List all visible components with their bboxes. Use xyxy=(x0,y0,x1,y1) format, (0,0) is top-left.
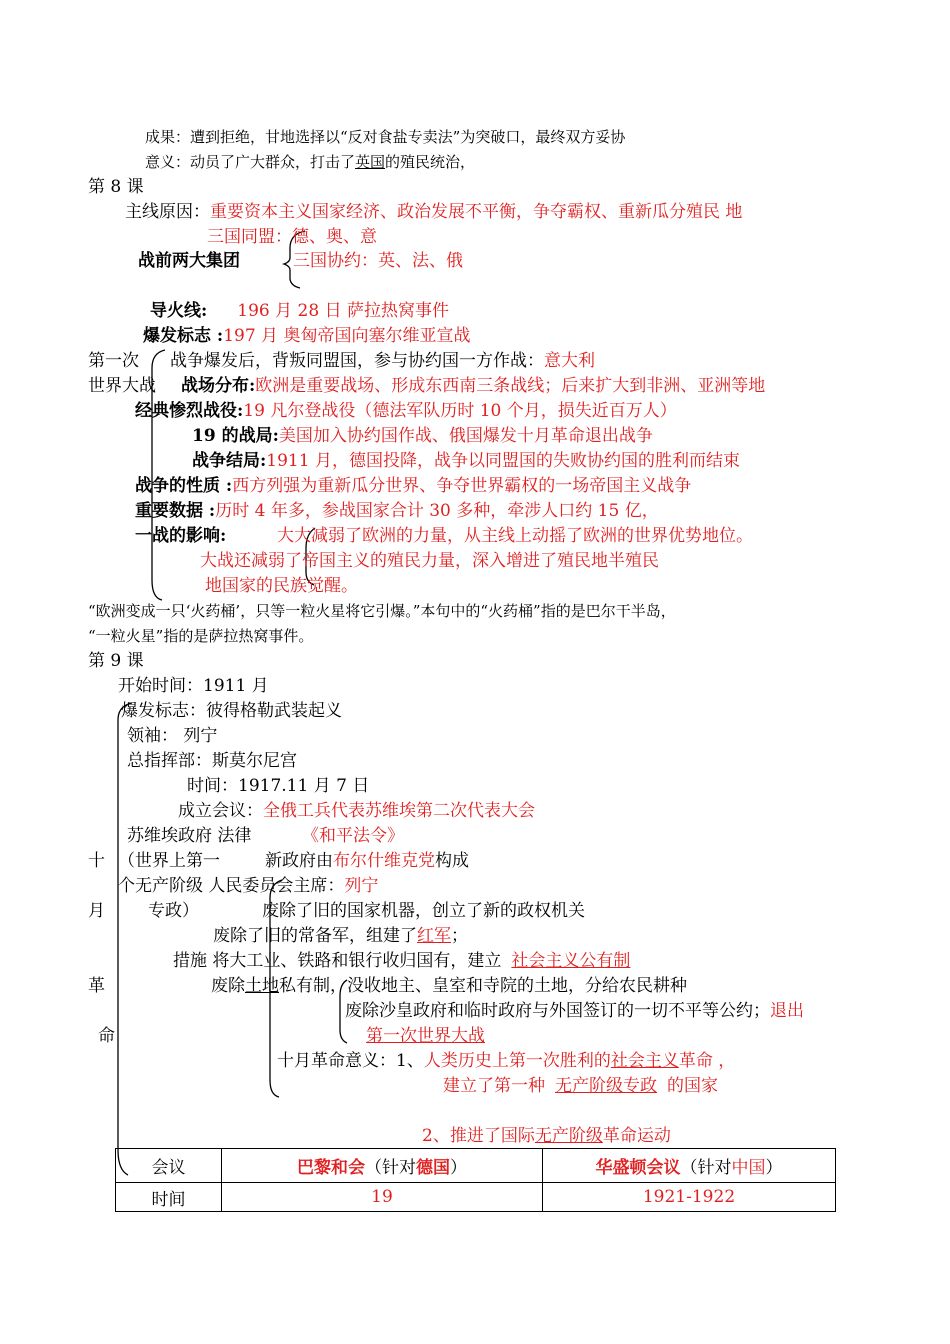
significance-3: 2、推进了国际无产阶级革命运动 xyxy=(422,1126,671,1146)
abolish-treaty: 废除沙皇政府和临时政府与外国签订的一切不平等公约；退出 xyxy=(345,1001,804,1021)
fuse-line: 导火线: 196 月 28 日 萨拉热窝事件 xyxy=(150,301,449,321)
impact-3: 地国家的民族觉醒。 xyxy=(205,576,358,596)
quote-line-1: “欧洲变成一只‘火药桶’，只等一粒火星将它引爆。”本句中的“火药桶”指的是巴尔干半岛， xyxy=(88,602,676,620)
headquarters: 总指挥部：斯莫尔尼宫 xyxy=(127,751,297,771)
data-line: 重要数据 :历时 4 年多，参战国家合计 30 多种，牵涉人口约 15 亿， xyxy=(135,501,659,521)
measures-line: 措施 将大工业、铁路和银行收归国有，建立 社会主义公有制 xyxy=(173,951,631,971)
proletariat-line: 个无产阶级 人民委员会主席：列宁 xyxy=(118,876,379,896)
outbreak-sign: 爆发标志：彼得格勒武装起义 xyxy=(121,701,342,721)
table-cell: 1921-1922 xyxy=(543,1183,836,1212)
triple-entente: 三国协约：英、法、俄 xyxy=(293,251,463,271)
outbreak-line: 爆发标志 :197 月 奥匈帝国向塞尔维亚宣战 xyxy=(143,326,471,346)
table-cell: 巴黎和会（针对德国） xyxy=(222,1149,543,1183)
defect-line: 战争爆发后，背叛同盟国，参与协约国一方作战：意大利 xyxy=(170,351,595,371)
cause-line: 主线原因：重要资本主义国家经济、政治发展不平衡，争夺霸权、重新瓜分殖民 地 xyxy=(125,202,743,222)
start-time: 开始时间：1911 月 xyxy=(118,676,269,696)
side-char-3: 革 xyxy=(88,976,105,996)
nature-line: 战争的性质 :西方列强为重新瓜分世界、争夺世界霸权的一场帝国主义战争 xyxy=(135,476,692,496)
triple-alliance: 三国同盟：德、奥、意 xyxy=(207,227,377,247)
table-row xyxy=(116,1149,836,1183)
uprising-time: 时间：1917.11 月 7 日 xyxy=(187,776,370,796)
dictatorship: 专政） xyxy=(148,901,199,921)
abolish-army: 废除了旧的常备军，组建了红军； xyxy=(213,926,468,946)
peace-decree: 《和平法令》 xyxy=(302,826,404,846)
groups-label: 战前两大集团 xyxy=(138,251,240,271)
ww1-label-a: 第一次 xyxy=(88,351,139,371)
first-world-war: 第一次世界大战 xyxy=(366,1026,485,1046)
battle-line: 经典惨烈战役:19 凡尔登战役（德法军队历时 10 个月，损失近百万人） xyxy=(135,401,677,421)
impact-1: 大大减弱了欧洲的力量，从主线上动摇了欧洲的世界优势地位。 xyxy=(277,526,753,546)
meaning-line: 意义：动员了广大群众，打击了英国的殖民统治， xyxy=(145,153,476,171)
table-cell: 时间 xyxy=(116,1183,222,1212)
side-char-1: 十 xyxy=(88,851,105,871)
situation-line: 19 的战局:美国加入协约国作战、俄国爆发十月革命退出战争 xyxy=(192,426,653,446)
abolish-machine: 废除了旧的国家机器，创立了新的政权机关 xyxy=(262,901,585,921)
world-first: （世界上第一 xyxy=(118,851,220,871)
leader: 领袖： 列宁 xyxy=(127,726,218,746)
table-row xyxy=(116,1183,836,1212)
end-line: 战争结局:1911 月，德国投降，战争以同盟国的失败协约国的胜利而结束 xyxy=(192,451,740,471)
ww1-label-b: 世界大战 xyxy=(88,376,156,396)
table-cell: 会议 xyxy=(116,1149,222,1183)
result-line: 成果：遭到拒绝，甘地选择以“反对食盐专卖法”为突破口，最终双方妥协 xyxy=(145,128,626,146)
significance-1: 十月革命意义：1、人类历史上第一次胜利的社会主义革命 ， xyxy=(277,1051,736,1071)
impact-label: 一战的影响: xyxy=(135,526,227,546)
quote-line-2: “一粒火星”指的是萨拉热窝事件。 xyxy=(88,627,314,645)
impact-2: 大战还减弱了帝国主义的殖民力量，深入增进了殖民地半殖民 xyxy=(200,551,659,571)
abolish-land: 废除土地私有制，没收地主、皇室和寺院的土地，分给农民耕种 xyxy=(211,976,687,996)
table-cell: 华盛顿会议（针对中国） xyxy=(543,1149,836,1183)
battlefield-line: 战场分布:欧洲是重要战场、形成东西南三条战线；后来扩大到非洲、亚洲等地 xyxy=(181,376,766,396)
table-cell: 19 xyxy=(222,1183,543,1212)
soviet-gov: 苏维埃政府 法律 xyxy=(127,826,252,846)
lesson8-title: 第 8 课 xyxy=(88,177,144,197)
meeting-line: 成立会议：全俄工兵代表苏维埃第二次代表大会 xyxy=(178,801,535,821)
side-char-2: 月 xyxy=(88,901,105,921)
conference-table xyxy=(115,1148,836,1212)
significance-2: 建立了第一种 无产阶级专政 的国家 xyxy=(443,1076,718,1096)
new-gov-line: 新政府由布尔什维克党构成 xyxy=(265,851,469,871)
side-char-4: 命 xyxy=(98,1026,115,1046)
lesson9-title: 第 9 课 xyxy=(88,651,144,671)
